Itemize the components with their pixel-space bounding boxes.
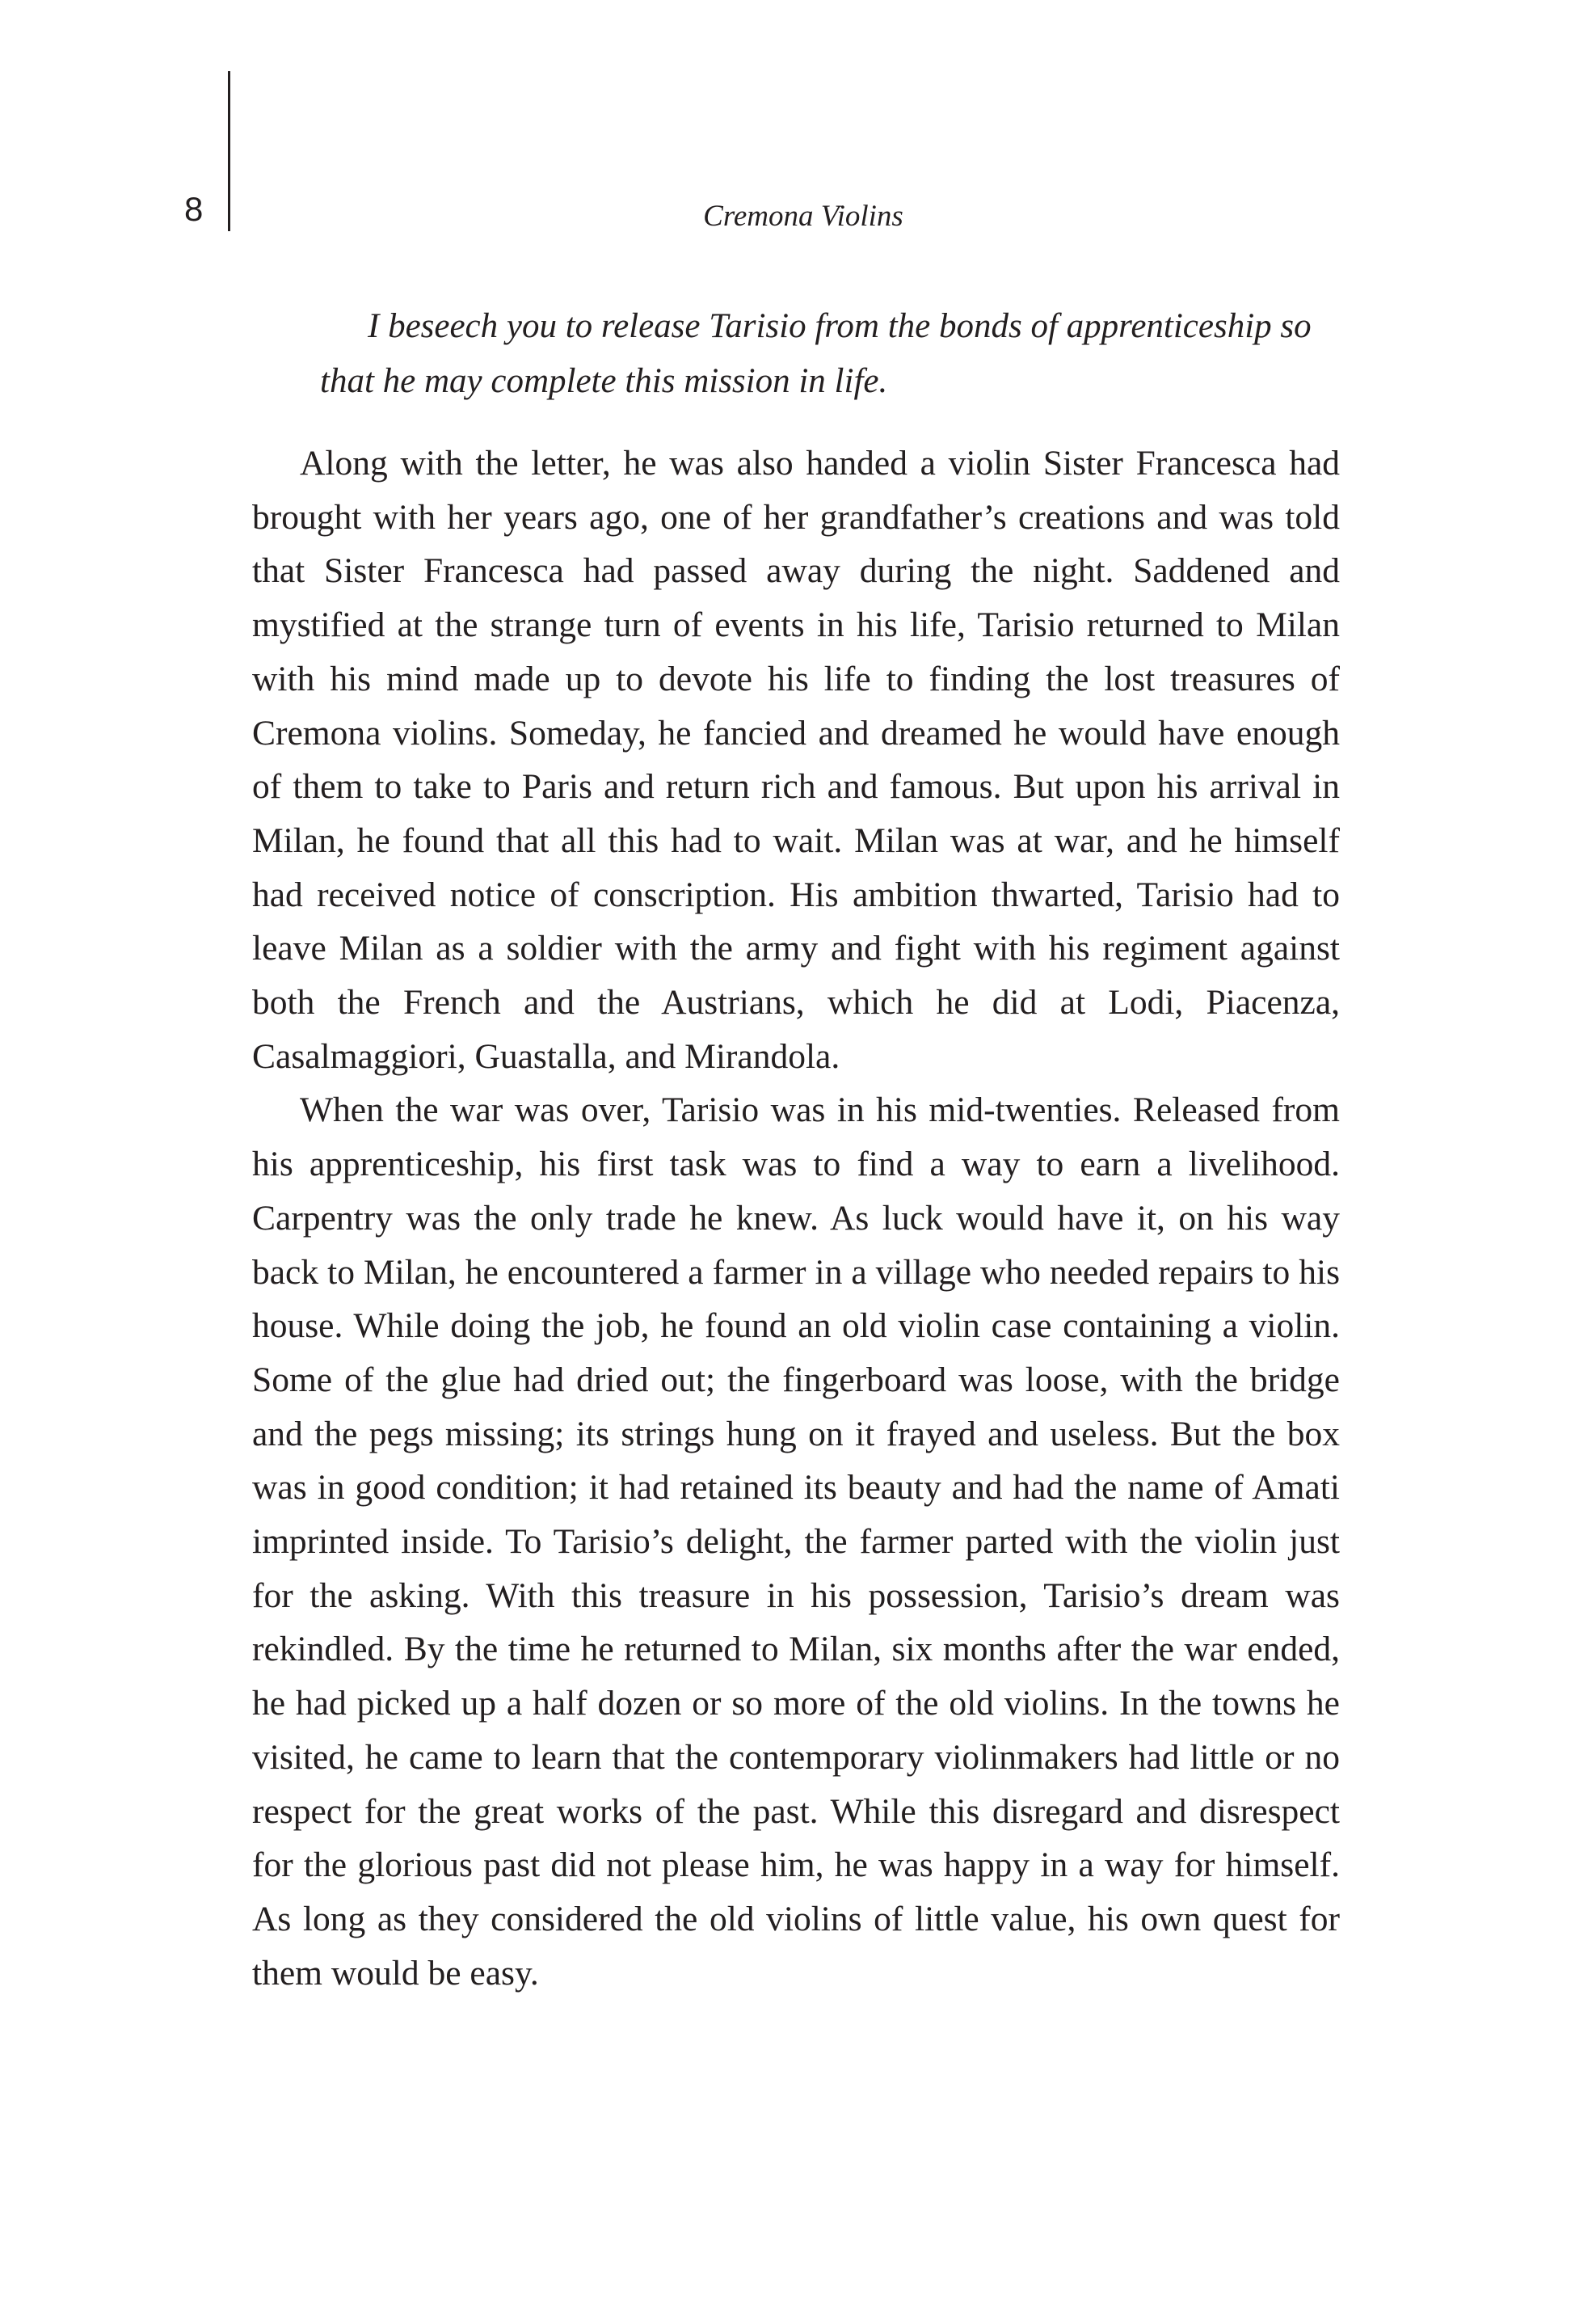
paragraph: When the war was over, Tarisio was in his mid-twenties. Released from his apprenticeship, his first task was to find a way to earn a livelihood. Carpentry was the only trade he knew. As luck would have it, on his way back to Milan, he encountered a farmer in a village who needed repairs to his house. While doing the job, he found an old violin case containing a violin. Some of the glue had dried out; the fingerboard was loose, with the bridge and the pegs missing; its strings hung on it frayed and useless. But the box was in good condition; it had retained its beauty and had the name of Amati imprinted inside. To Tarisio’s delight, the farmer parted with the violin just for the asking. With this treasure in his possession, Tarisio’s dream was rekindled. By the time he returned to Milan, six months after the war ended, he had picked up a half dozen or so more of the old violins. In the towns he visited, he came to learn that the contemporary violinmakers had little or no respect for the great works of the past. While this disregard and disrespect for the glorious past did not please him, he was happy in a way for himself. As long as they considered the old violins of little value, his own quest for them would be easy.	[252, 1090, 1340, 1993]
quote-line: I beseech you to release Tarisio from the bonds of apprenticeship so	[368, 307, 1312, 345]
body-text	[252, 437, 1340, 2000]
quote-line: that he may complete this mission in life.	[320, 362, 888, 400]
running-head: Cremona Violins	[703, 200, 903, 233]
page-number: 8	[184, 190, 204, 228]
block-quote	[320, 299, 1346, 409]
paragraph: Along with the letter, he was also handed a violin Sister Francesca had brought with her years ago, one of her grandfather’s creations and was told that Sister Francesca had passed away during the night. Saddened and mystified at the strange turn of events in his life, Tarisio returned to Milan with his mind made up to devote his life to finding the lost treasures of Cremona violins. Someday, he fancied and dreamed he would have enough of them to take to Paris and return rich and famous. But upon his arrival in Milan, he found that all this had to wait. Milan was at war, and he himself had received notice of conscription. His ambition thwarted, Tarisio had to leave Milan as a soldier with the army and fight with his regiment against both the French and the Austrians, which he did at Lodi, Piacenza, Casalmaggiori, Guastalla, and Mirandola.	[252, 444, 1340, 1076]
